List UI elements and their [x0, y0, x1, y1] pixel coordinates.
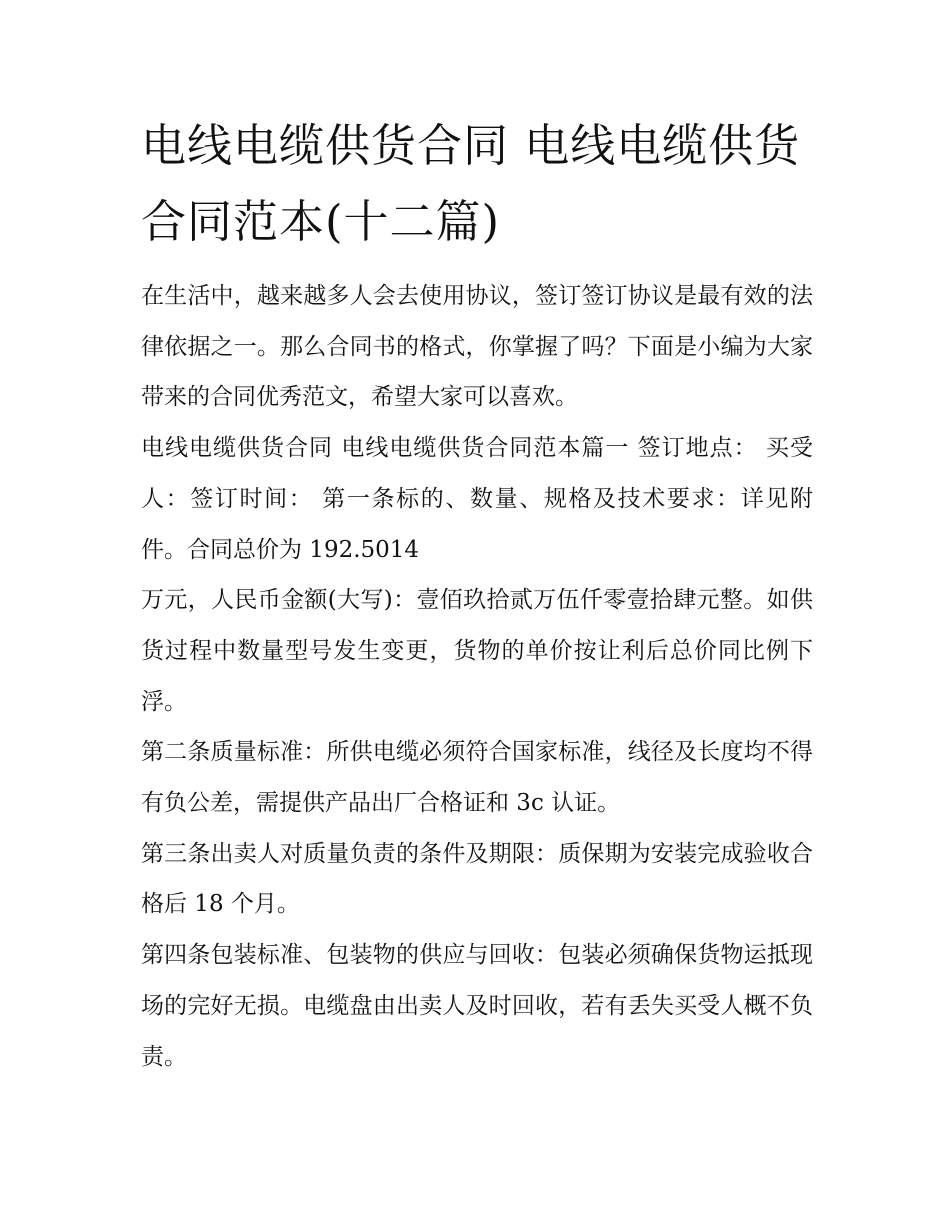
contract-header-paragraph: 电线电缆供货合同 电线电缆供货合同范本篇一 签订地点： 买受人：签订时间： 第一条标的、数量、规格及技术要求：详见附件。合同总价为 192.5014: [141, 435, 813, 563]
intro-paragraph: 在生活中，越来越多人会去使用协议，签订签订协议是最有效的法律依据之一。那么合同书的格式，你掌握了吗？下面是小编为大家带来的合同优秀范文，希望大家可以喜欢。: [141, 283, 813, 411]
document-body: [141, 108, 813, 1082]
article-three-paragraph: 第三条出卖人对质量负责的条件及期限：质保期为安装完成验收合格后 18 个月。: [141, 840, 813, 918]
price-paragraph: 万元，人民币金额(大写)：壹佰玖拾贰万伍仟零壹拾肆元整。如供货过程中数量型号发生变更，货物的单价按让利后总价同比例下浮。: [141, 587, 813, 715]
article-two-paragraph: 第二条质量标准：所供电缆必须符合国家标准，线径及长度均不得有负公差，需提供产品出厂合格证和 3c 认证。: [141, 739, 813, 817]
document-title: 电线电缆供货合同 电线电缆供货合同范本(十二篇): [141, 119, 801, 248]
article-four-paragraph: 第四条包装标准、包装物的供应与回收：包装必须确保货物运抵现场的完好无损。电缆盘由出卖人及时回收，若有丢失买受人概不负责。: [141, 942, 813, 1070]
